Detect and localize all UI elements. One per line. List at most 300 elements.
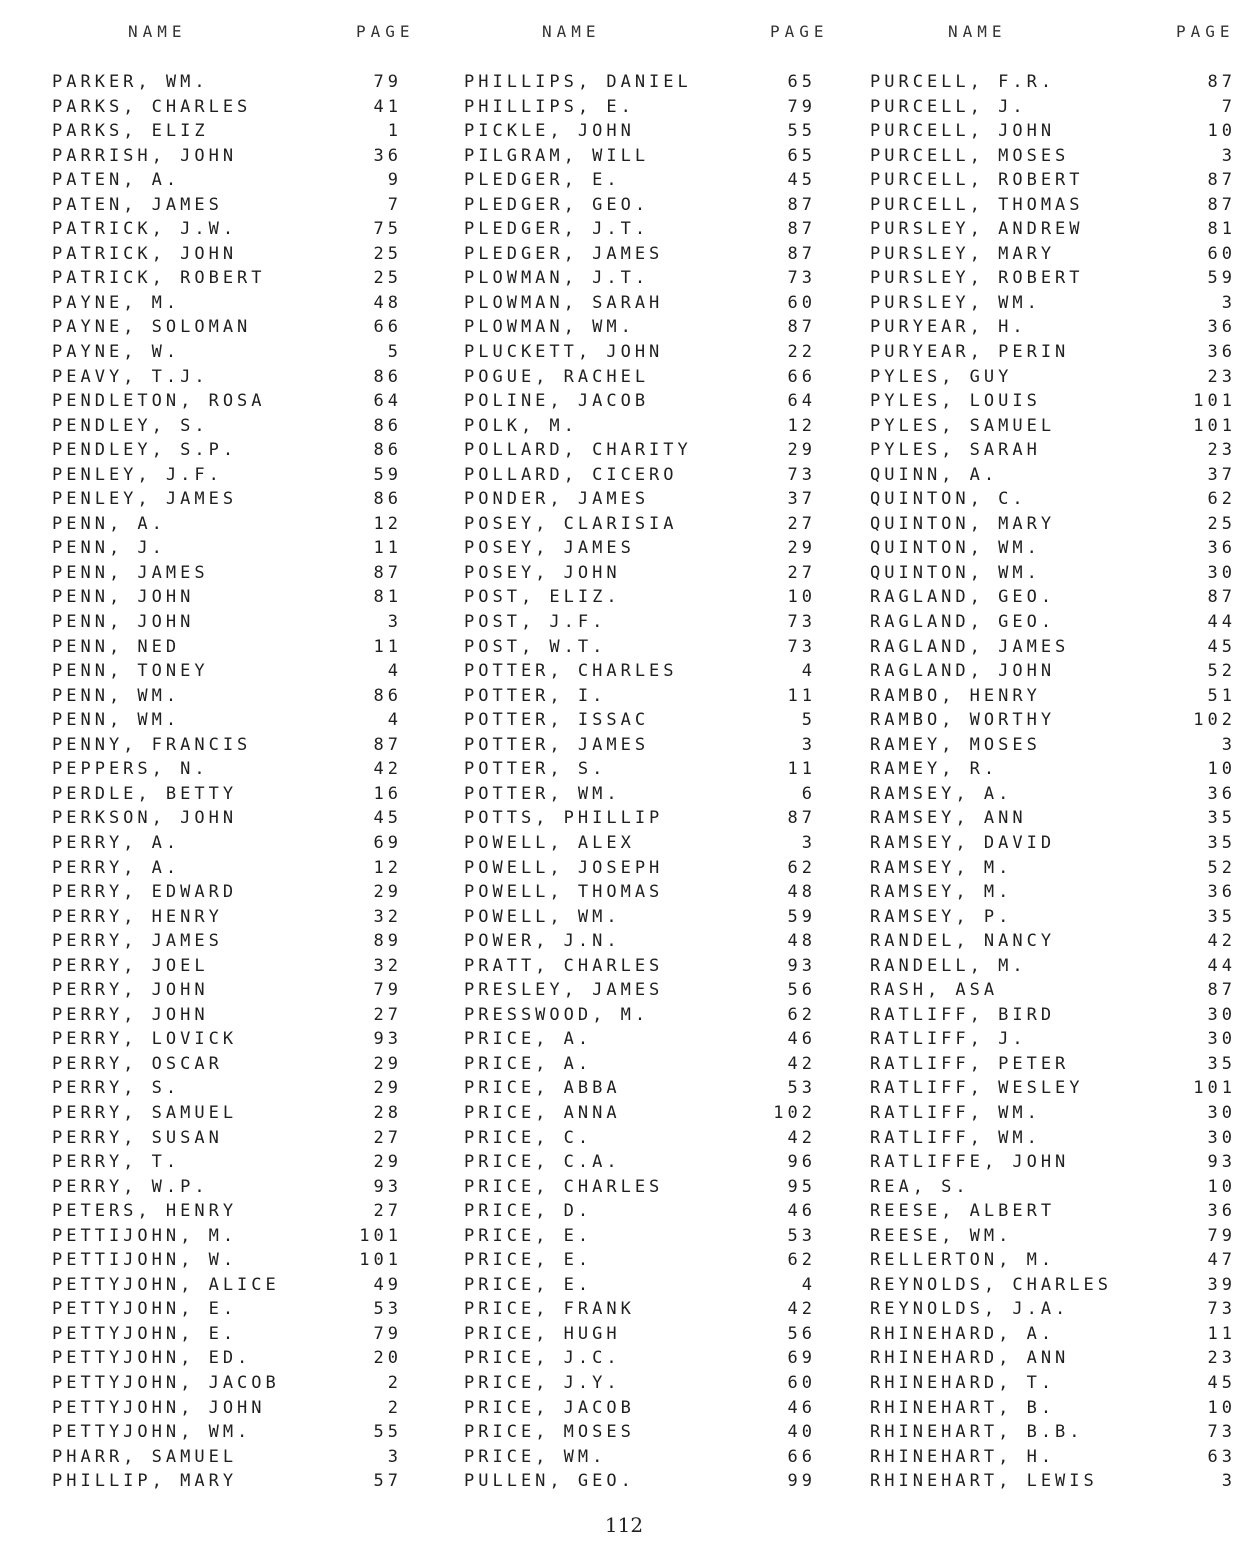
column-header [870, 22, 1238, 50]
index-entry [52, 266, 412, 291]
index-entry [870, 978, 1238, 1003]
index-entry [464, 217, 824, 242]
entry-name: RATLIFF, WESLEY [870, 1078, 1084, 1099]
index-entry [464, 929, 824, 954]
entry-page: 36 [1207, 882, 1236, 903]
name-header: NAME [542, 22, 601, 41]
entry-page: 73 [787, 464, 816, 485]
index-entry [464, 487, 824, 512]
index-entry [52, 1224, 412, 1249]
index-entry [870, 1248, 1238, 1273]
entry-name: RANDEL, NANCY [870, 931, 1056, 952]
index-entry [464, 733, 824, 758]
index-entry [52, 1052, 412, 1077]
page-header: PAGE [1176, 22, 1235, 41]
entry-page: 86 [373, 685, 402, 706]
entry-name: PULLEN, GEO. [464, 1471, 635, 1492]
index-entry [52, 585, 412, 610]
entry-name: PRICE, J.C. [464, 1348, 621, 1369]
entry-page: 79 [373, 1323, 402, 1344]
index-entry [52, 1396, 412, 1421]
entry-page: 3 [1221, 292, 1236, 313]
entry-name: PETTYJOHN, E. [52, 1299, 238, 1320]
entry-name: POWELL, WM. [464, 906, 621, 927]
index-entry [464, 1199, 824, 1224]
entry-name: PENN, NED [52, 636, 181, 657]
index-entry [870, 659, 1238, 684]
name-header: NAME [948, 22, 1007, 41]
name-header: NAME [128, 22, 187, 41]
entry-page: 87 [787, 194, 816, 215]
page-header: PAGE [356, 22, 415, 41]
entry-page: 39 [1207, 1274, 1236, 1295]
index-entry [52, 1469, 412, 1494]
entry-name: PERRY, SUSAN [52, 1127, 223, 1148]
index-column-1 [52, 22, 415, 1492]
entry-name: RAMSEY, ANN [870, 808, 1027, 829]
entry-page: 30 [1207, 562, 1236, 583]
entry-page: 73 [1207, 1299, 1236, 1320]
entry-page: 46 [787, 1029, 816, 1050]
entry-page: 25 [373, 268, 402, 289]
index-entry [464, 242, 824, 267]
entry-name: PURCELL, ROBERT [870, 170, 1084, 191]
index-entry [870, 340, 1238, 365]
entry-page: 42 [373, 759, 402, 780]
entry-page: 66 [787, 366, 816, 387]
index-entry [52, 1027, 412, 1052]
entry-name: PETTYJOHN, E. [52, 1323, 238, 1344]
entry-name: PENN, WM. [52, 710, 181, 731]
entry-page: 79 [787, 96, 816, 117]
entry-name: RHINEHARD, T. [870, 1372, 1056, 1393]
index-entry [464, 1371, 824, 1396]
entry-name: PYLES, GUY [870, 366, 1013, 387]
entry-page: 12 [373, 513, 402, 534]
entry-name: PEAVY, T.J. [52, 366, 209, 387]
entry-name: PENLEY, JAMES [52, 489, 238, 510]
index-entry [52, 610, 412, 635]
entry-name: PRESLEY, JAMES [464, 980, 664, 1001]
entry-name: PURCELL, JOHN [870, 121, 1056, 142]
entry-name: PRICE, WM. [464, 1446, 607, 1467]
index-entry [870, 487, 1238, 512]
entry-page: 95 [787, 1176, 816, 1197]
index-entry [52, 1076, 412, 1101]
index-entry [52, 217, 412, 242]
entry-page: 93 [787, 955, 816, 976]
index-entry [464, 1273, 824, 1298]
entry-page: 4 [387, 710, 402, 731]
entry-name: REYNOLDS, J.A. [870, 1299, 1070, 1320]
entry-page: 46 [787, 1201, 816, 1222]
entry-name: QUINTON, C. [870, 489, 1027, 510]
entry-name: PURSLEY, WM. [870, 292, 1041, 313]
entry-page: 36 [1207, 1201, 1236, 1222]
index-entry [870, 561, 1238, 586]
entry-page: 30 [1207, 1029, 1236, 1050]
entry-name: RAMSEY, A. [870, 783, 1013, 804]
entry-page: 62 [787, 1004, 816, 1025]
entry-name: PRICE, MOSES [464, 1422, 635, 1443]
entry-page: 6 [801, 783, 816, 804]
entry-page: 30 [1207, 1127, 1236, 1148]
index-entry [870, 414, 1238, 439]
entry-page: 60 [1207, 243, 1236, 264]
entry-name: POST, J.F. [464, 612, 607, 633]
entry-name: POLLARD, CICERO [464, 464, 678, 485]
index-entry [52, 463, 412, 488]
entry-name: PEPPERS, N. [52, 759, 209, 780]
index-entry [870, 168, 1238, 193]
entry-name: PRICE, C.A. [464, 1152, 621, 1173]
entry-page: 87 [787, 219, 816, 240]
entry-name: POGUE, RACHEL [464, 366, 650, 387]
entry-name: PRICE, E. [464, 1225, 593, 1246]
entry-name: PYLES, SARAH [870, 440, 1041, 461]
index-entry [52, 119, 412, 144]
entry-page: 42 [787, 1053, 816, 1074]
index-entry [464, 536, 824, 561]
entry-name: PERKSON, JOHN [52, 808, 238, 829]
entry-page: 86 [373, 415, 402, 436]
index-entry [464, 1469, 824, 1494]
index-entry [870, 880, 1238, 905]
index-entry [870, 95, 1238, 120]
entry-name: RAGLAND, JAMES [870, 636, 1070, 657]
index-entry [464, 512, 824, 537]
entry-name: PARKS, ELIZ [52, 121, 209, 142]
entry-name: POSEY, JOHN [464, 562, 621, 583]
entry-page: 86 [373, 489, 402, 510]
entry-list [464, 70, 824, 1494]
index-entry [870, 1322, 1238, 1347]
index-entry [464, 1027, 824, 1052]
index-entry [52, 438, 412, 463]
entry-page: 101 [1193, 391, 1236, 412]
entry-page: 35 [1207, 808, 1236, 829]
index-entry [870, 1371, 1238, 1396]
index-entry [870, 1396, 1238, 1421]
entry-page: 37 [787, 489, 816, 510]
entry-page: 42 [787, 1299, 816, 1320]
index-entry [464, 978, 824, 1003]
entry-name: POWELL, JOSEPH [464, 857, 664, 878]
index-entry [870, 929, 1238, 954]
entry-page: 59 [1207, 268, 1236, 289]
index-entry [870, 856, 1238, 881]
entry-page: 60 [787, 292, 816, 313]
entry-page: 63 [1207, 1446, 1236, 1467]
index-entry [52, 1248, 412, 1273]
entry-page: 56 [787, 1323, 816, 1344]
entry-page: 3 [1221, 1471, 1236, 1492]
index-entry [464, 561, 824, 586]
entry-name: PENN, TONEY [52, 661, 209, 682]
index-entry [52, 1101, 412, 1126]
entry-page: 28 [373, 1102, 402, 1123]
entry-name: POST, ELIZ. [464, 587, 621, 608]
entry-page: 32 [373, 955, 402, 976]
index-entry [52, 831, 412, 856]
entry-page: 35 [1207, 1053, 1236, 1074]
entry-page: 66 [373, 317, 402, 338]
entry-name: PATRICK, ROBERT [52, 268, 266, 289]
index-entry [52, 414, 412, 439]
entry-page: 65 [787, 72, 816, 92]
entry-name: PETTYJOHN, JOHN [52, 1397, 266, 1418]
entry-page: 64 [787, 391, 816, 412]
index-entry [52, 487, 412, 512]
entry-name: PATEN, JAMES [52, 194, 223, 215]
entry-name: PRICE, A. [464, 1053, 593, 1074]
index-entry [464, 1346, 824, 1371]
entry-name: RAMSEY, DAVID [870, 832, 1056, 853]
entry-name: PICKLE, JOHN [464, 121, 635, 142]
entry-page: 66 [787, 1446, 816, 1467]
entry-page: 59 [373, 464, 402, 485]
entry-name: PETTIJOHN, M. [52, 1225, 238, 1246]
index-entry [52, 340, 412, 365]
index-entry [52, 193, 412, 218]
entry-name: POST, W.T. [464, 636, 607, 657]
entry-name: PERRY, JOHN [52, 1004, 209, 1025]
entry-name: POWELL, ALEX [464, 832, 635, 853]
entry-name: RAGLAND, GEO. [870, 587, 1056, 608]
entry-name: PENDLEY, S. [52, 415, 209, 436]
entry-name: POTTER, WM. [464, 783, 621, 804]
index-entry [464, 389, 824, 414]
index-entry [52, 635, 412, 660]
entry-name: PILGRAM, WILL [464, 145, 650, 166]
entry-page: 101 [359, 1225, 402, 1246]
entry-page: 87 [787, 808, 816, 829]
entry-name: RATLIFF, BIRD [870, 1004, 1056, 1025]
index-entry [464, 1175, 824, 1200]
entry-name: PRICE, D. [464, 1201, 593, 1222]
index-entry [464, 635, 824, 660]
index-entry [870, 585, 1238, 610]
index-entry [870, 1076, 1238, 1101]
entry-page: 79 [373, 72, 402, 92]
entry-name: PERRY, S. [52, 1078, 181, 1099]
entry-name: RATLIFF, PETER [870, 1053, 1070, 1074]
index-entry [52, 1199, 412, 1224]
entry-name: PERRY, A. [52, 857, 181, 878]
index-entry [464, 1076, 824, 1101]
index-entry [870, 315, 1238, 340]
entry-name: RAMEY, R. [870, 759, 999, 780]
index-entry [464, 1150, 824, 1175]
index-entry [464, 585, 824, 610]
entry-page: 5 [387, 342, 402, 363]
entry-name: PRICE, A. [464, 1029, 593, 1050]
entry-page: 29 [373, 1078, 402, 1099]
entry-name: PHILLIP, MARY [52, 1471, 238, 1492]
entry-name: PRICE, FRANK [464, 1299, 635, 1320]
entry-name: PLEDGER, JAMES [464, 243, 664, 264]
index-entry [870, 1420, 1238, 1445]
entry-page: 5 [801, 710, 816, 731]
index-entry [52, 806, 412, 831]
index-entry [52, 242, 412, 267]
entry-page: 62 [787, 857, 816, 878]
entry-page: 25 [1207, 513, 1236, 534]
entry-page: 48 [787, 882, 816, 903]
index-entry [464, 782, 824, 807]
entry-page: 4 [801, 661, 816, 682]
index-entry [464, 1248, 824, 1273]
entry-name: QUINTON, WM. [870, 538, 1041, 559]
entry-page: 3 [801, 832, 816, 853]
entry-page: 10 [1207, 121, 1236, 142]
column-header [464, 22, 829, 50]
entry-page: 12 [373, 857, 402, 878]
entry-page: 44 [1207, 955, 1236, 976]
entry-list [870, 70, 1238, 1494]
index-entry [464, 193, 824, 218]
entry-list [52, 70, 412, 1494]
entry-name: POWELL, THOMAS [464, 882, 664, 903]
entry-page: 2 [387, 1397, 402, 1418]
entry-page: 69 [787, 1348, 816, 1369]
entry-page: 30 [1207, 1102, 1236, 1123]
index-entry [464, 70, 824, 95]
index-entry [870, 1469, 1238, 1494]
entry-page: 27 [373, 1004, 402, 1025]
index-entry [52, 978, 412, 1003]
index-entry [870, 119, 1238, 144]
entry-name: PHILLIPS, DANIEL [464, 72, 692, 92]
entry-page: 87 [787, 317, 816, 338]
entry-name: PARKS, CHARLES [52, 96, 252, 117]
entry-page: 36 [1207, 317, 1236, 338]
entry-page: 79 [373, 980, 402, 1001]
entry-page: 41 [373, 96, 402, 117]
entry-name: RHINEHART, B.B. [870, 1422, 1084, 1443]
entry-name: PURSLEY, ANDREW [870, 219, 1084, 240]
index-entry [870, 1175, 1238, 1200]
index-entry [870, 536, 1238, 561]
entry-page: 87 [1207, 587, 1236, 608]
index-entry [870, 1126, 1238, 1151]
entry-name: PRICE, C. [464, 1127, 593, 1148]
entry-page: 81 [373, 587, 402, 608]
entry-page: 102 [773, 1102, 816, 1123]
entry-name: PURCELL, MOSES [870, 145, 1070, 166]
entry-name: PAYNE, W. [52, 342, 181, 363]
entry-page: 45 [373, 808, 402, 829]
entry-page: 102 [1193, 710, 1236, 731]
entry-name: POTTER, ISSAC [464, 710, 650, 731]
index-entry [464, 880, 824, 905]
entry-page: 73 [1207, 1422, 1236, 1443]
index-entry [464, 315, 824, 340]
entry-page: 23 [1207, 366, 1236, 387]
entry-name: PYLES, SAMUEL [870, 415, 1056, 436]
entry-name: PERRY, SAMUEL [52, 1102, 238, 1123]
entry-name: RANDELL, M. [870, 955, 1027, 976]
index-entry [870, 193, 1238, 218]
index-entry [464, 954, 824, 979]
entry-page: 87 [373, 734, 402, 755]
index-entry [870, 1027, 1238, 1052]
entry-name: POLLARD, CHARITY [464, 440, 692, 461]
entry-name: POTTER, I. [464, 685, 607, 706]
index-entry [52, 389, 412, 414]
entry-name: PETTYJOHN, ALICE [52, 1274, 280, 1295]
entry-page: 36 [1207, 342, 1236, 363]
entry-page: 35 [1207, 906, 1236, 927]
index-entry [464, 463, 824, 488]
entry-name: RAMEY, MOSES [870, 734, 1041, 755]
entry-page: 101 [1193, 1078, 1236, 1099]
entry-page: 12 [787, 415, 816, 436]
index-entry [870, 1297, 1238, 1322]
entry-name: PENLEY, J.F. [52, 464, 223, 485]
entry-name: POLK, M. [464, 415, 578, 436]
entry-page: 10 [787, 587, 816, 608]
entry-page: 52 [1207, 661, 1236, 682]
entry-name: PERRY, HENRY [52, 906, 223, 927]
entry-page: 87 [1207, 194, 1236, 215]
entry-page: 65 [787, 145, 816, 166]
index-entry [52, 144, 412, 169]
entry-name: RAMBO, HENRY [870, 685, 1041, 706]
index-entry [464, 168, 824, 193]
index-entry [52, 880, 412, 905]
entry-name: PERDLE, BETTY [52, 783, 238, 804]
entry-name: PURSLEY, MARY [870, 243, 1056, 264]
entry-name: PARKER, WM. [52, 72, 209, 92]
index-entry [52, 1322, 412, 1347]
entry-page: 45 [1207, 1372, 1236, 1393]
index-entry [870, 217, 1238, 242]
entry-name: RATLIFF, J. [870, 1029, 1027, 1050]
entry-name: REYNOLDS, CHARLES [870, 1274, 1112, 1295]
index-entry [870, 438, 1238, 463]
index-entry [464, 1297, 824, 1322]
entry-name: PAYNE, M. [52, 292, 181, 313]
entry-name: PAYNE, SOLOMAN [52, 317, 252, 338]
entry-page: 36 [373, 145, 402, 166]
index-entry [52, 315, 412, 340]
entry-page: 56 [787, 980, 816, 1001]
index-entry [52, 365, 412, 390]
index-entry [464, 1224, 824, 1249]
entry-name: PATRICK, JOHN [52, 243, 238, 264]
entry-name: QUINN, A. [870, 464, 999, 485]
entry-name: PRICE, JACOB [464, 1397, 635, 1418]
entry-name: PERRY, LOVICK [52, 1029, 238, 1050]
entry-page: 40 [787, 1422, 816, 1443]
index-entry [870, 1346, 1238, 1371]
entry-page: 73 [787, 636, 816, 657]
entry-name: REESE, ALBERT [870, 1201, 1056, 1222]
entry-name: QUINTON, MARY [870, 513, 1056, 534]
page-number: 112 [604, 1513, 644, 1537]
index-entry [52, 70, 412, 95]
entry-page: 29 [787, 538, 816, 559]
entry-name: PRICE, HUGH [464, 1323, 621, 1344]
index-entry [870, 782, 1238, 807]
index-entry [52, 1126, 412, 1151]
entry-name: PLEDGER, GEO. [464, 194, 650, 215]
entry-name: PENNY, FRANCIS [52, 734, 252, 755]
entry-name: PONDER, JAMES [464, 489, 650, 510]
entry-page: 93 [373, 1176, 402, 1197]
entry-page: 87 [787, 243, 816, 264]
